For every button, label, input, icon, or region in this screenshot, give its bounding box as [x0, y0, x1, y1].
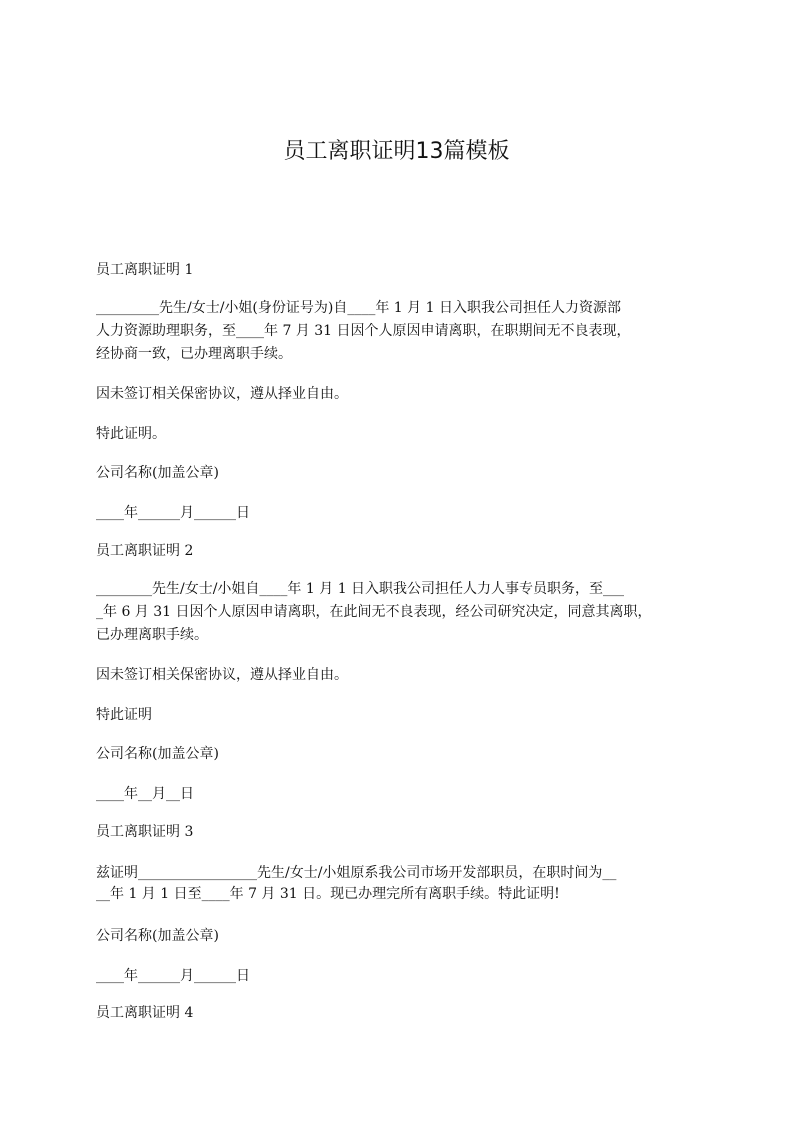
- company-name-line: 公司名称(加盖公章): [96, 746, 219, 762]
- paragraph-line: ________先生/女士/小姐自____年 1 月 1 日入职我公司担任人力人事专员职务，至___: [96, 581, 625, 597]
- section-heading-3: 员工离职证明 3: [96, 824, 194, 840]
- document-title: 员工离职证明13篇模板: [283, 139, 510, 164]
- section-heading-2: 员工离职证明 2: [96, 543, 194, 559]
- paragraph-line: _年 6 月 31 日因个人原因申请离职，在此间无不良表现，经公司研究决定，同意其离职，: [96, 604, 652, 620]
- section-heading-4: 员工离职证明 4: [96, 1005, 194, 1021]
- paragraph-line: 因未签订相关保密协议，遵从择业自由。: [96, 386, 348, 402]
- paragraph-line: 已办理离职手续。: [96, 627, 208, 643]
- company-name-line: 公司名称(加盖公章): [96, 465, 219, 481]
- paragraph-line: 因未签订相关保密协议，遵从择业自由。: [96, 667, 348, 683]
- date-line: ____年______月______日: [96, 968, 250, 984]
- paragraph-line: _________先生/女士/小姐(身份证号为)自____年 1 月 1 日入职我公司担任人力资源部: [96, 300, 621, 316]
- paragraph-line: 特此证明。: [96, 426, 166, 442]
- date-line: ____年__月__日: [96, 786, 194, 802]
- company-name-line: 公司名称(加盖公章): [96, 928, 219, 944]
- section-heading-1: 员工离职证明 1: [96, 262, 194, 278]
- paragraph-line: 兹证明_________________先生/女士/小姐原系我公司市场开发部职员，在职时间为__: [96, 865, 617, 881]
- paragraph-line: __年 1 月 1 日至____年 7 月 31 日。现已办理完所有离职手续。特此证明!: [96, 886, 560, 902]
- date-line: ____年______月______日: [96, 505, 250, 521]
- paragraph-line: 经协商一致，已办理离职手续。: [96, 346, 292, 362]
- paragraph-line: 特此证明: [96, 707, 152, 723]
- paragraph-line: 人力资源助理职务，至____年 7 月 31 日因个人原因申请离职，在职期间无不良表现，: [96, 323, 631, 339]
